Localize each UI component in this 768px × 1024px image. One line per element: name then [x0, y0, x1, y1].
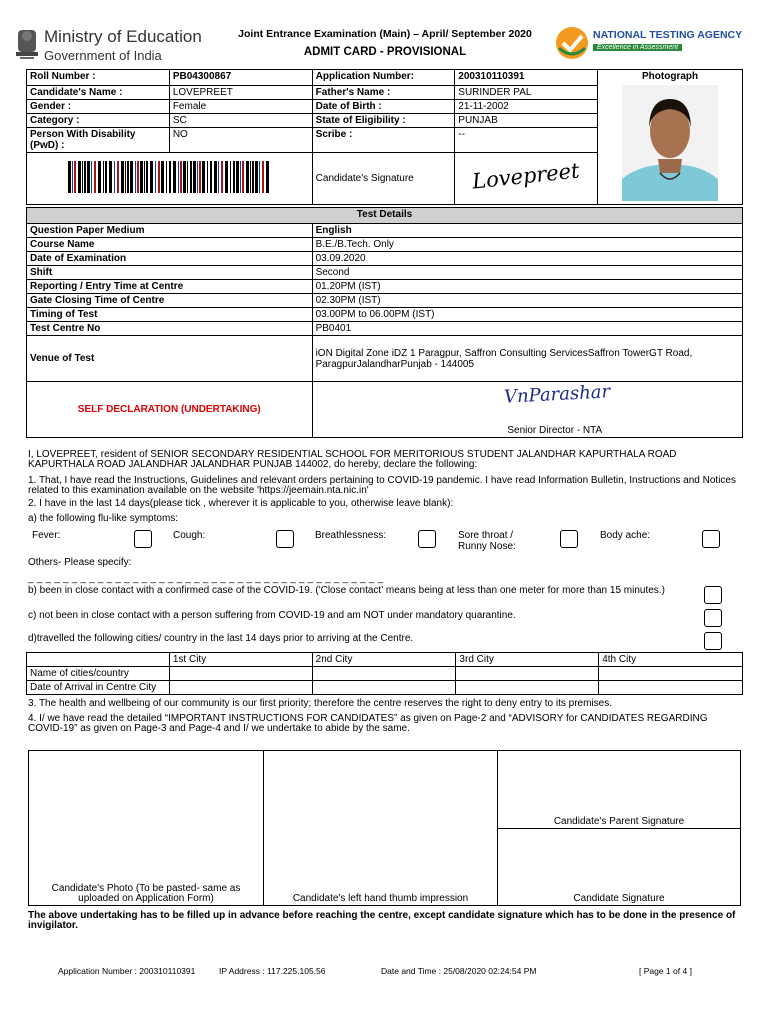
no-contact-checkbox[interactable] — [704, 609, 722, 627]
declaration-title: SELF DECLARATION (UNDERTAKING) — [27, 382, 313, 438]
roll-label: Roll Number : — [27, 70, 170, 86]
test-details-table — [26, 207, 743, 438]
declaration-point2a: a) the following flu-like symptoms: — [28, 513, 179, 524]
declaration-point2c: c) not been in close contact with a person suffering from COVID-19 and am NOT under mandatory quarantine. — [28, 610, 516, 621]
app-label: Application Number: — [312, 70, 455, 86]
city-row-label: Date of Arrival in Centre City — [27, 681, 170, 695]
barcode-cell — [27, 153, 313, 205]
declaration-point2: 2. I have in the last 14 days(please tick , wherever it is applicable to you, otherwise leave blank): — [28, 498, 454, 509]
exam-title: Joint Entrance Examination (Main) – April/ September 2020 — [238, 28, 532, 40]
footer-application-number: Application Number : 200310110391 — [58, 966, 196, 976]
undertaking-note: The above undertaking has to be filled up in advance before reaching the centre, except candidate signature which has to be done in the presence of invigilator. — [28, 910, 736, 931]
father-label: Father's Name : — [312, 86, 455, 100]
dob-label: Date of Birth : — [312, 100, 455, 114]
travelled-checkbox[interactable] — [704, 632, 722, 650]
test-row-label: Question Paper Medium — [27, 224, 313, 238]
barcode — [66, 161, 272, 193]
footer-ip-address: IP Address : 117.225.105.56 — [219, 966, 326, 976]
candidate-signature-box — [497, 828, 741, 906]
roll-value: PB04300867 — [169, 70, 312, 86]
test-row-value: Second — [312, 266, 742, 280]
thumb-impression-box — [263, 750, 498, 906]
symptom-breathlessness-checkbox[interactable] — [418, 530, 436, 548]
test-details-title: Test Details — [27, 208, 743, 224]
thumb-impression-label: Candidate's left hand thumb impression — [292, 893, 469, 904]
exam-header — [220, 28, 550, 58]
test-row-value: B.E./B.Tech. Only — [312, 238, 742, 252]
declaration-intro: I, LOVEPREET, resident of SENIOR SECONDARY RESIDENTIAL SCHOOL FOR MERITORIOUS STUDENT JALANDHAR KAPURTHALA ROAD KAPURTHALA ROAD JALANDHAR JALANDHAR PUNJAB 144002, do hereby, declare the following: — [28, 449, 677, 470]
city-date-cell[interactable] — [456, 681, 599, 695]
candidate-table — [26, 69, 743, 205]
footer-page-number: [ Page 1 of 4 ] — [639, 966, 692, 976]
city-name-cell[interactable] — [312, 667, 456, 681]
candidate-signature-box-label: Candidate Signature — [573, 893, 665, 904]
symptom-breathlessness-label: Breathlessness: — [315, 530, 387, 541]
scribe-label: Scribe : — [312, 128, 455, 153]
city-name-cell[interactable] — [456, 667, 599, 681]
pwd-label: Person With Disability (PwD) : — [27, 128, 170, 153]
close-contact-checkbox[interactable] — [704, 586, 722, 604]
test-row-label: Reporting / Entry Time at Centre — [27, 280, 313, 294]
test-row-value: PB0401 — [312, 322, 742, 336]
declaration-point4: 4. I/ we have read the detailed “IMPORTANT INSTRUCTIONS FOR CANDIDATES” as given on Page-2 and “ADVISORY for CANDIDATES REGARDING COVID-19” as given on Page-3 and Page-4 and I/ we undertake to abide by the same. — [28, 713, 708, 734]
declaration-point2b: b) been in close contact with a confirmed case of the COVID-19. ('Close contact' means being at less than one meter for more than 15 minutes.) — [28, 585, 665, 596]
test-row-value: 02.30PM (IST) — [312, 294, 742, 308]
symptom-cough-checkbox[interactable] — [276, 530, 294, 548]
card-title: ADMIT CARD - PROVISIONAL — [303, 46, 467, 58]
symptom-cough-label: Cough: — [173, 530, 206, 541]
agency-tagline: Excellence in Assessment — [593, 44, 682, 51]
father-value: SURINDER PAL — [455, 86, 598, 100]
parent-signature-box — [497, 750, 741, 829]
test-row-value: 01.20PM (IST) — [312, 280, 742, 294]
name-label: Candidate's Name : — [27, 86, 170, 100]
photo-paste-box — [28, 750, 264, 906]
footer-datetime: Date and Time : 25/08/2020 02:24:54 PM — [381, 966, 537, 976]
city-name-cell[interactable] — [169, 667, 312, 681]
venue-value: iON Digital Zone iDZ 1 Paragpur, Saffron Consulting ServicesSaffron TowerGT Road, ParagpurJalandharPunjab - 144005 — [312, 336, 742, 382]
symptom-sore-throat-label: Sore throat / Runny Nose: — [458, 530, 516, 552]
declaration-point2d: d)travelled the following cities/ country in the last 14 days prior to arriving at the Centre. — [28, 633, 414, 644]
city-header: 4th City — [599, 653, 743, 667]
emblem-icon — [12, 26, 42, 64]
director-signature: VnParashar — [503, 381, 611, 408]
city-date-cell[interactable] — [599, 681, 743, 695]
nta-logo — [555, 24, 760, 64]
app-value: 200310110391 — [455, 70, 598, 86]
agency-name: NATIONAL TESTING AGENCY — [593, 29, 743, 41]
photo-paste-label: Candidate's Photo (To be pasted- same as uploaded on Application Form) — [51, 883, 241, 904]
test-row-value: English — [312, 224, 742, 238]
parent-signature-label: Candidate's Parent Signature — [553, 816, 685, 827]
ministry-subtitle: Government of India — [44, 48, 162, 63]
city-header: 1st City — [169, 653, 312, 667]
test-row-label: Shift — [27, 266, 313, 280]
candidate-photo — [622, 85, 718, 201]
city-date-cell[interactable] — [312, 681, 456, 695]
director-cell — [312, 382, 742, 438]
others-line: _ _ _ _ _ _ _ _ _ _ _ _ _ _ _ _ _ _ _ _ _ _ _ _ _ _ _ _ _ _ _ _ _ _ _ _ _ _ _ _ _ — [28, 573, 384, 584]
symptom-body-ache-checkbox[interactable] — [702, 530, 720, 548]
scribe-value: -- — [455, 128, 598, 153]
category-label: Category : — [27, 114, 170, 128]
city-header — [27, 653, 170, 667]
symptom-fever-label: Fever: — [32, 530, 61, 541]
director-label: Senior Director - NTA — [507, 425, 603, 436]
test-row-label: Date of Examination — [27, 252, 313, 266]
photo-cell — [598, 70, 743, 205]
photo-label: Photograph — [642, 71, 699, 82]
city-date-cell[interactable] — [169, 681, 312, 695]
pwd-value: NO — [169, 128, 312, 153]
gender-value: Female — [169, 100, 312, 114]
city-name-cell[interactable] — [599, 667, 743, 681]
city-table — [26, 652, 743, 695]
signature-label: Candidate's Signature — [312, 153, 455, 205]
gender-label: Gender : — [27, 100, 170, 114]
candidate-signature: Lovepreet — [471, 158, 581, 194]
test-row-value: 03.00PM to 06.00PM (IST) — [312, 308, 742, 322]
test-row-label: Gate Closing Time of Centre — [27, 294, 313, 308]
dob-value: 21-11-2002 — [455, 100, 598, 114]
state-value: PUNJAB — [455, 114, 598, 128]
symptom-body-ache-label: Body ache: — [600, 530, 651, 541]
symptom-sore-throat-checkbox[interactable] — [560, 530, 578, 548]
declaration-point3: 3. The health and wellbeing of our community is our first priority; therefore the centre reserves the right to deny entry to its premises. — [28, 698, 612, 709]
state-label: State of Eligibility : — [312, 114, 455, 128]
city-header: 2nd City — [312, 653, 456, 667]
nta-check-icon — [555, 26, 589, 60]
test-row-label: Timing of Test — [27, 308, 313, 322]
venue-label: Venue of Test — [27, 336, 313, 382]
city-row-label: Name of cities/country — [27, 667, 170, 681]
declaration-point1: 1. That, I have read the Instructions, Guidelines and relevant orders pertaining to COVID-19 pandemic. I have read Information Bulletin, Instructions and Notices related to this examination available on the website 'https://jeemain.nta.nic.in' — [28, 475, 736, 496]
others-label: Others- Please specify: — [28, 557, 132, 568]
test-row-label: Test Centre No — [27, 322, 313, 336]
name-value: LOVEPREET — [169, 86, 312, 100]
test-row-value: 03.09.2020 — [312, 252, 742, 266]
city-header: 3rd City — [456, 653, 599, 667]
ministry-title: Ministry of Education — [44, 27, 202, 46]
category-value: SC — [169, 114, 312, 128]
ministry-logo — [10, 22, 230, 66]
test-row-label: Course Name — [27, 238, 313, 252]
signature-cell — [455, 153, 598, 205]
symptom-fever-checkbox[interactable] — [134, 530, 152, 548]
